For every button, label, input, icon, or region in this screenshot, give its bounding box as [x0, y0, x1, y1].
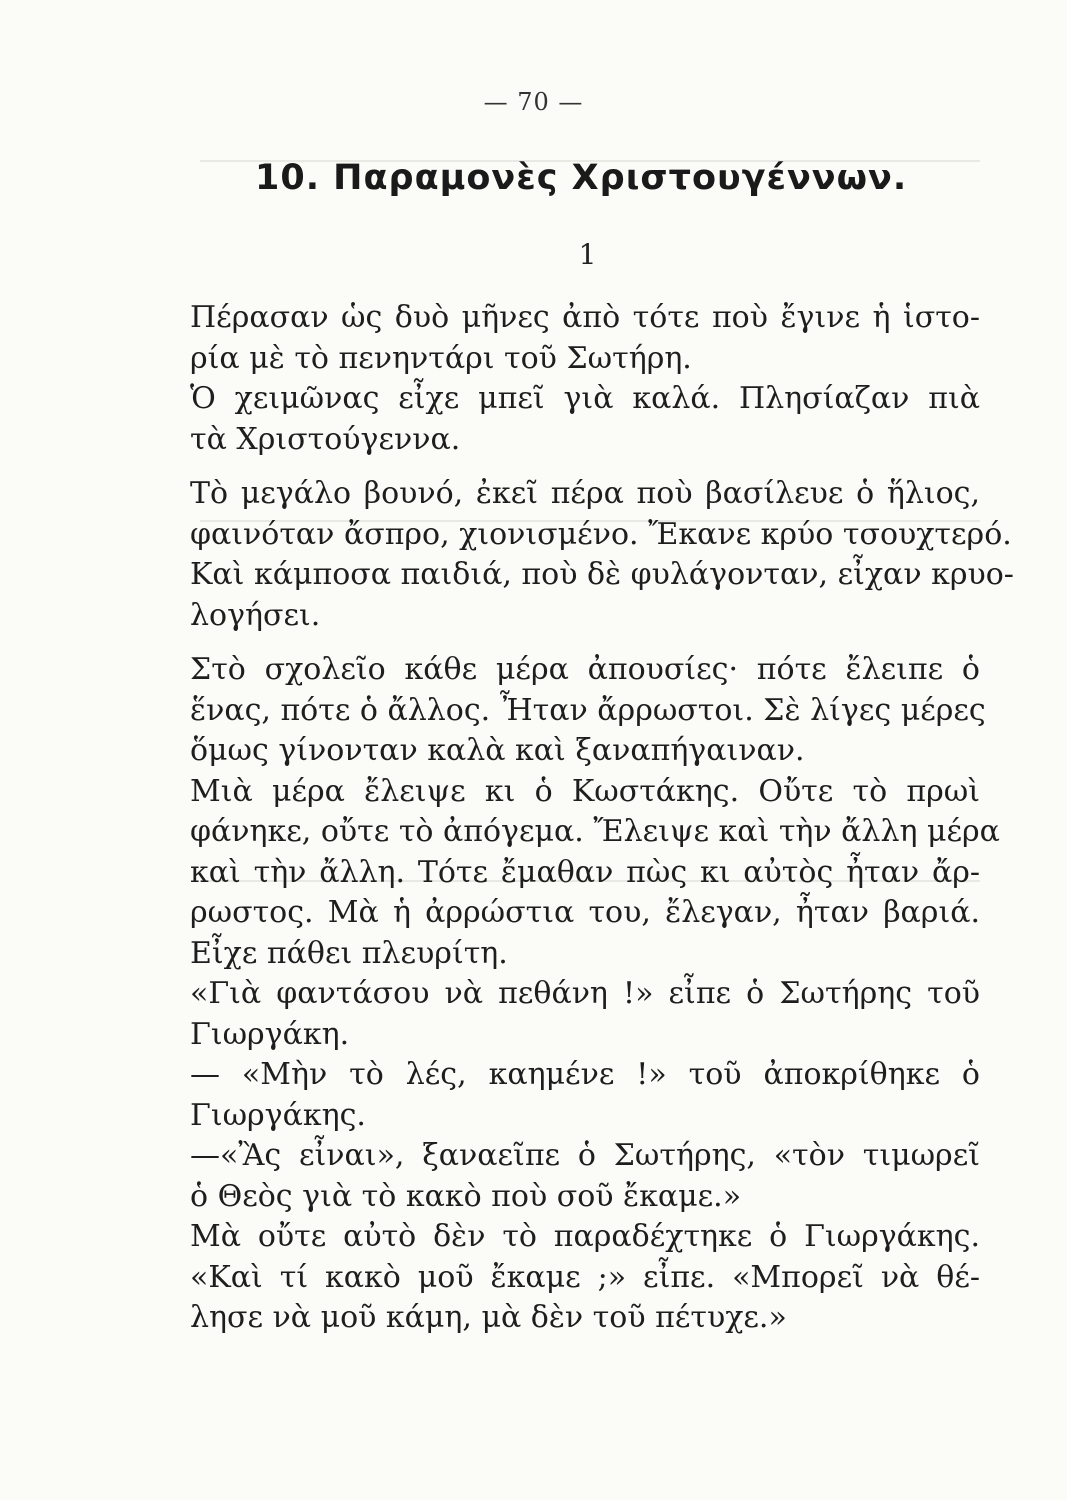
chapter-title: 10. Παραμονὲς Χριστουγέννων. [255, 158, 908, 198]
text-line: Ὁ χειμῶνας εἶχε μπεῖ γιὰ καλά. Πλησίαζαν πιὰ [190, 381, 980, 416]
text-line: Γιωργάκη. [190, 1016, 350, 1052]
text-line: — «Μὴν τὸ λές, καημένε !» τοῦ ἀποκρίθηκε ὁ [190, 1057, 980, 1092]
paragraph [190, 474, 1014, 636]
paragraph-gap [190, 636, 980, 650]
paragraph [190, 1217, 980, 1339]
paragraph [190, 1136, 980, 1217]
text-line: λογήσει. [190, 597, 321, 633]
text-line: Εἶχε πάθει πλευρίτη. [190, 935, 508, 971]
text-line: Μὰ οὔτε αὐτὸ δὲν τὸ παραδέχτηκε ὁ Γιωργάκης. [190, 1219, 980, 1254]
paragraph [190, 650, 986, 772]
text-line: Καὶ κάμποσα παιδιά, ποὺ δὲ φυλάγονταν, εἶχαν κρυο- [190, 557, 1014, 592]
text-line: Γιωργάκης. [190, 1097, 366, 1133]
text-line: καὶ τὴν ἄλλη. Τότε ἔμαθαν πὼς κι αὐτὸς ἦταν ἄρ- [190, 854, 980, 890]
text-line: ἕνας, πότε ὁ ἄλλος. Ἦταν ἄρρωστοι. Σὲ λίγες μέρες [190, 692, 986, 728]
paragraph [190, 772, 1000, 975]
text-line: λησε νὰ μοῦ κάμη, μὰ δὲν τοῦ πέτυχε.» [190, 1300, 787, 1335]
text-line: «Γιὰ φαντάσου νὰ πεθάνη !» εἶπε ὁ Σωτήρης τοῦ [190, 976, 980, 1011]
text-line: Στὸ σχολεῖο κάθε μέρα ἀπουσίες· πότε ἔλειπε ὁ [190, 652, 980, 687]
body-text [190, 298, 1014, 1339]
text-line: «Καὶ τί κακὸ μοῦ ἔκαμε ;» εἶπε. «Μπορεῖ νὰ θέ- [190, 1259, 980, 1295]
text-line: —«Ἂς εἶναι», ξαναεῖπε ὁ Σωτήρης, «τὸν τιμωρεῖ [190, 1138, 980, 1173]
text-line: Τὸ μεγάλο βουνό, ἐκεῖ πέρα ποὺ βασίλευε ὁ ἥλιος, [190, 476, 980, 511]
text-line: ὁ Θεὸς γιὰ τὸ κακὸ ποὺ σοῦ ἔκαμε.» [190, 1178, 742, 1214]
text-line: Πέρασαν ὡς δυὸ μῆνες ἀπὸ τότε ποὺ ἔγινε ἡ ἱστο- [190, 300, 980, 335]
section-number: 1 [578, 238, 597, 271]
text-line: ρία μὲ τὸ πενηντάρι τοῦ Σωτήρη. [190, 340, 692, 376]
text-line: ὅμως γίνονταν καλὰ καὶ ξαναπήγαιναν. [190, 733, 805, 768]
text-line: τὰ Χριστούγεννα. [190, 421, 461, 457]
text-line: ρωστος. Μὰ ἡ ἀρρώστια του, ἔλεγαν, ἦταν βαριά. [190, 895, 980, 930]
text-line: Μιὰ μέρα ἔλειψε κι ὁ Κωστάκης. Οὔτε τὸ πρωὶ [190, 773, 980, 809]
paragraph [190, 298, 980, 379]
paragraph [190, 974, 980, 1055]
text-line: φάνηκε, οὔτε τὸ ἀπόγεμα. Ἔλειψε καὶ τὴν ἄλλη μέρα [190, 814, 1000, 849]
page-number: — 70 — [483, 88, 584, 116]
paragraph-gap [190, 460, 980, 474]
text-line: φαινόταν ἄσπρο, χιονισμένο. Ἔκανε κρύο τσουχτερό. [190, 516, 1012, 552]
paragraph [190, 379, 980, 460]
paragraph [190, 1055, 980, 1136]
